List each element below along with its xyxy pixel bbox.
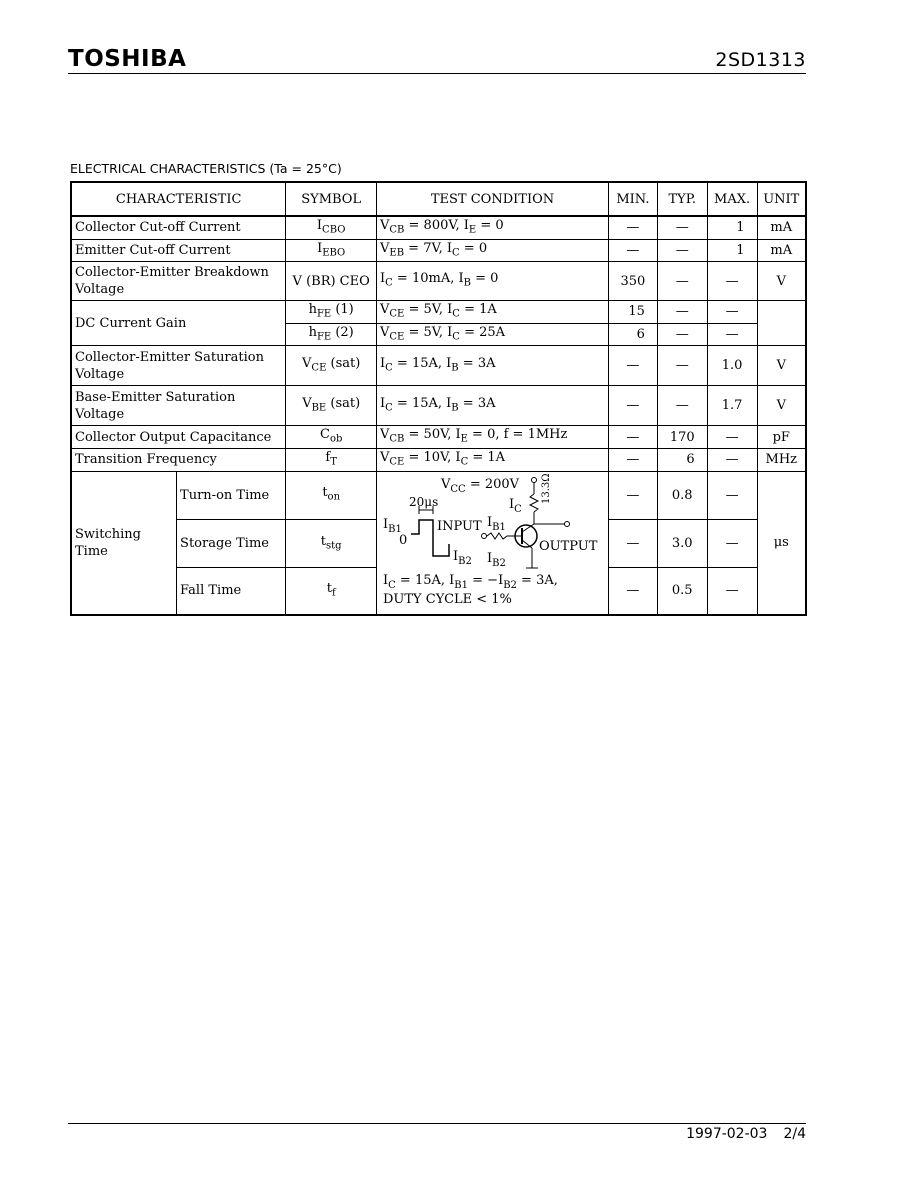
typ-cell: 3.0 <box>657 519 707 567</box>
symbol-cell: $V_{CE}$ (sat) <box>286 346 377 386</box>
unit-cell: V <box>757 386 806 426</box>
switching-condition-line-1: $I_C = 15A$, $I_{B1} = -I_{B2} = 3A$, <box>383 572 558 591</box>
unit-cell: mA <box>757 239 806 262</box>
condition-cell: $I_C = 15A$, $I_B = 3A$ <box>377 386 609 426</box>
typ-cell: — <box>657 386 707 426</box>
footer-date: 1997-02-03 <box>686 1126 768 1142</box>
resistor-value: 13.3Ω <box>541 473 552 504</box>
min-cell: — <box>608 216 657 239</box>
typ-cell: 0.5 <box>657 567 707 614</box>
condition-cell: $V_{CE} = 5V$, $I_C = 1A$ <box>377 301 609 324</box>
symbol-cell: $h_{FE}$ (1) <box>286 301 377 324</box>
table-row <box>71 216 806 239</box>
part-number: 2SD1313 <box>715 49 806 71</box>
table-header-row <box>71 182 806 216</box>
max-cell: — <box>707 519 757 567</box>
table-row <box>71 448 806 471</box>
typ-cell: 0.8 <box>657 471 707 519</box>
ib2-label: $I_{B2}$ <box>487 550 506 569</box>
footer-divider <box>68 1123 806 1124</box>
switching-condition-line-2: DUTY CYCLE < 1% <box>383 591 512 607</box>
footer <box>670 1126 806 1142</box>
characteristic-cell: Collector Cut-off Current <box>71 216 286 239</box>
condition-cell: $I_C = 10mA$, $I_B = 0$ <box>377 262 609 301</box>
header-characteristic: CHARACTERISTIC <box>71 182 286 216</box>
table-row <box>71 301 806 324</box>
symbol-cell: $t_{stg}$ <box>286 519 377 567</box>
electrical-characteristics-table <box>70 181 807 616</box>
switching-unit-cell: μs <box>757 471 806 615</box>
table-row <box>71 262 806 301</box>
typ-cell: 170 <box>657 426 707 449</box>
table-row <box>71 471 806 519</box>
condition-cell: $V_{EB} = 7V$, $I_C = 0$ <box>377 239 609 262</box>
collector-resistor-icon <box>530 494 538 512</box>
max-cell: — <box>707 567 757 614</box>
header-symbol: SYMBOL <box>286 182 377 216</box>
symbol-cell: $V_{BE}$ (sat) <box>286 386 377 426</box>
min-cell: — <box>608 386 657 426</box>
brand-logo: TOSHIBA <box>68 46 187 72</box>
header-test-condition: TEST CONDITION <box>377 182 609 216</box>
waveform-ib1-label: $I_{B1}$ <box>383 516 402 535</box>
table-row <box>71 346 806 386</box>
characteristic-cell: Collector-Emitter Breakdown Voltage <box>71 262 286 301</box>
typ-cell: — <box>657 301 707 324</box>
waveform-ib2-label: $I_{B2}$ <box>453 548 472 567</box>
condition-cell: $I_C = 15A$, $I_B = 3A$ <box>377 346 609 386</box>
typ-cell: 6 <box>657 448 707 471</box>
min-cell: 350 <box>608 262 657 301</box>
waveform-zero-label: 0 <box>399 532 408 548</box>
header-divider <box>68 73 806 74</box>
typ-cell: — <box>657 346 707 386</box>
unit-cell: V <box>757 346 806 386</box>
output-terminal-icon <box>565 521 570 526</box>
characteristic-cell: DC Current Gain <box>71 301 286 346</box>
typ-cell: — <box>657 323 707 346</box>
header-min: MIN. <box>608 182 657 216</box>
symbol-cell: $t_{on}$ <box>286 471 377 519</box>
base-resistor-icon <box>487 533 522 539</box>
section-title: ELECTRICAL CHARACTERISTICS (Ta = 25°C) <box>70 161 342 176</box>
table-row <box>71 426 806 449</box>
max-cell: 1 <box>707 239 757 262</box>
switching-group-label: Switching Time <box>71 471 177 615</box>
condition-cell: $V_{CB} = 50V$, $I_E = 0$, f = 1MHz <box>377 426 609 449</box>
switching-test-circuit <box>377 472 607 614</box>
switching-label-cell: Turn-on Time <box>177 471 286 519</box>
unit-cell: MHz <box>757 448 806 471</box>
symbol-cell: $t_f$ <box>286 567 377 614</box>
max-cell: — <box>707 301 757 324</box>
characteristic-cell: Base-Emitter Saturation Voltage <box>71 386 286 426</box>
pulse-width-label: 20μs <box>409 494 439 509</box>
header-max: MAX. <box>707 182 757 216</box>
input-label: INPUT <box>437 518 482 534</box>
characteristic-cell: Collector-Emitter Saturation Voltage <box>71 346 286 386</box>
output-label: OUTPUT <box>539 538 598 554</box>
table-row <box>71 239 806 262</box>
max-cell: — <box>707 471 757 519</box>
unit-cell: pF <box>757 426 806 449</box>
max-cell: 1.0 <box>707 346 757 386</box>
min-cell: — <box>608 426 657 449</box>
vcc-label: $V_{CC} = 200V$ <box>441 476 520 495</box>
max-cell: — <box>707 262 757 301</box>
table-row <box>71 386 806 426</box>
min-cell: — <box>608 346 657 386</box>
symbol-cell: $f_T$ <box>286 448 377 471</box>
footer-page: 2/4 <box>783 1126 806 1142</box>
unit-cell: V <box>757 262 806 301</box>
input-terminal-icon <box>482 533 487 538</box>
max-cell: — <box>707 323 757 346</box>
switching-test-circuit-cell <box>377 471 609 615</box>
min-cell: — <box>608 239 657 262</box>
vcc-terminal-icon <box>532 477 537 482</box>
max-cell: 1 <box>707 216 757 239</box>
symbol-cell: $I_{EBO}$ <box>286 239 377 262</box>
switching-label-cell: Storage Time <box>177 519 286 567</box>
min-cell: 15 <box>608 301 657 324</box>
min-cell: — <box>608 448 657 471</box>
min-cell: — <box>608 471 657 519</box>
typ-cell: — <box>657 262 707 301</box>
condition-cell: $V_{CE} = 5V$, $I_C = 25A$ <box>377 323 609 346</box>
min-cell: — <box>608 519 657 567</box>
condition-cell: $V_{CE} = 10V$, $I_C = 1A$ <box>377 448 609 471</box>
symbol-cell: V (BR) CEO <box>286 262 377 301</box>
header-unit: UNIT <box>757 182 806 216</box>
max-cell: — <box>707 448 757 471</box>
typ-cell: — <box>657 216 707 239</box>
min-cell: 6 <box>608 323 657 346</box>
max-cell: — <box>707 426 757 449</box>
typ-cell: — <box>657 239 707 262</box>
max-cell: 1.7 <box>707 386 757 426</box>
unit-cell <box>757 301 806 346</box>
ic-label: $I_C$ <box>509 496 522 515</box>
characteristic-cell: Emitter Cut-off Current <box>71 239 286 262</box>
min-cell: — <box>608 567 657 614</box>
switching-label-cell: Fall Time <box>177 567 286 614</box>
unit-cell: mA <box>757 216 806 239</box>
header-typ: TYP. <box>657 182 707 216</box>
symbol-cell: $I_{CBO}$ <box>286 216 377 239</box>
characteristic-cell: Collector Output Capacitance <box>71 426 286 449</box>
condition-cell: $V_{CB} = 800V$, $I_E = 0$ <box>377 216 609 239</box>
symbol-cell: $h_{FE}$ (2) <box>286 323 377 346</box>
symbol-cell: $C_{ob}$ <box>286 426 377 449</box>
ib1-label: $I_{B1}$ <box>487 514 506 533</box>
characteristic-cell: Transition Frequency <box>71 448 286 471</box>
